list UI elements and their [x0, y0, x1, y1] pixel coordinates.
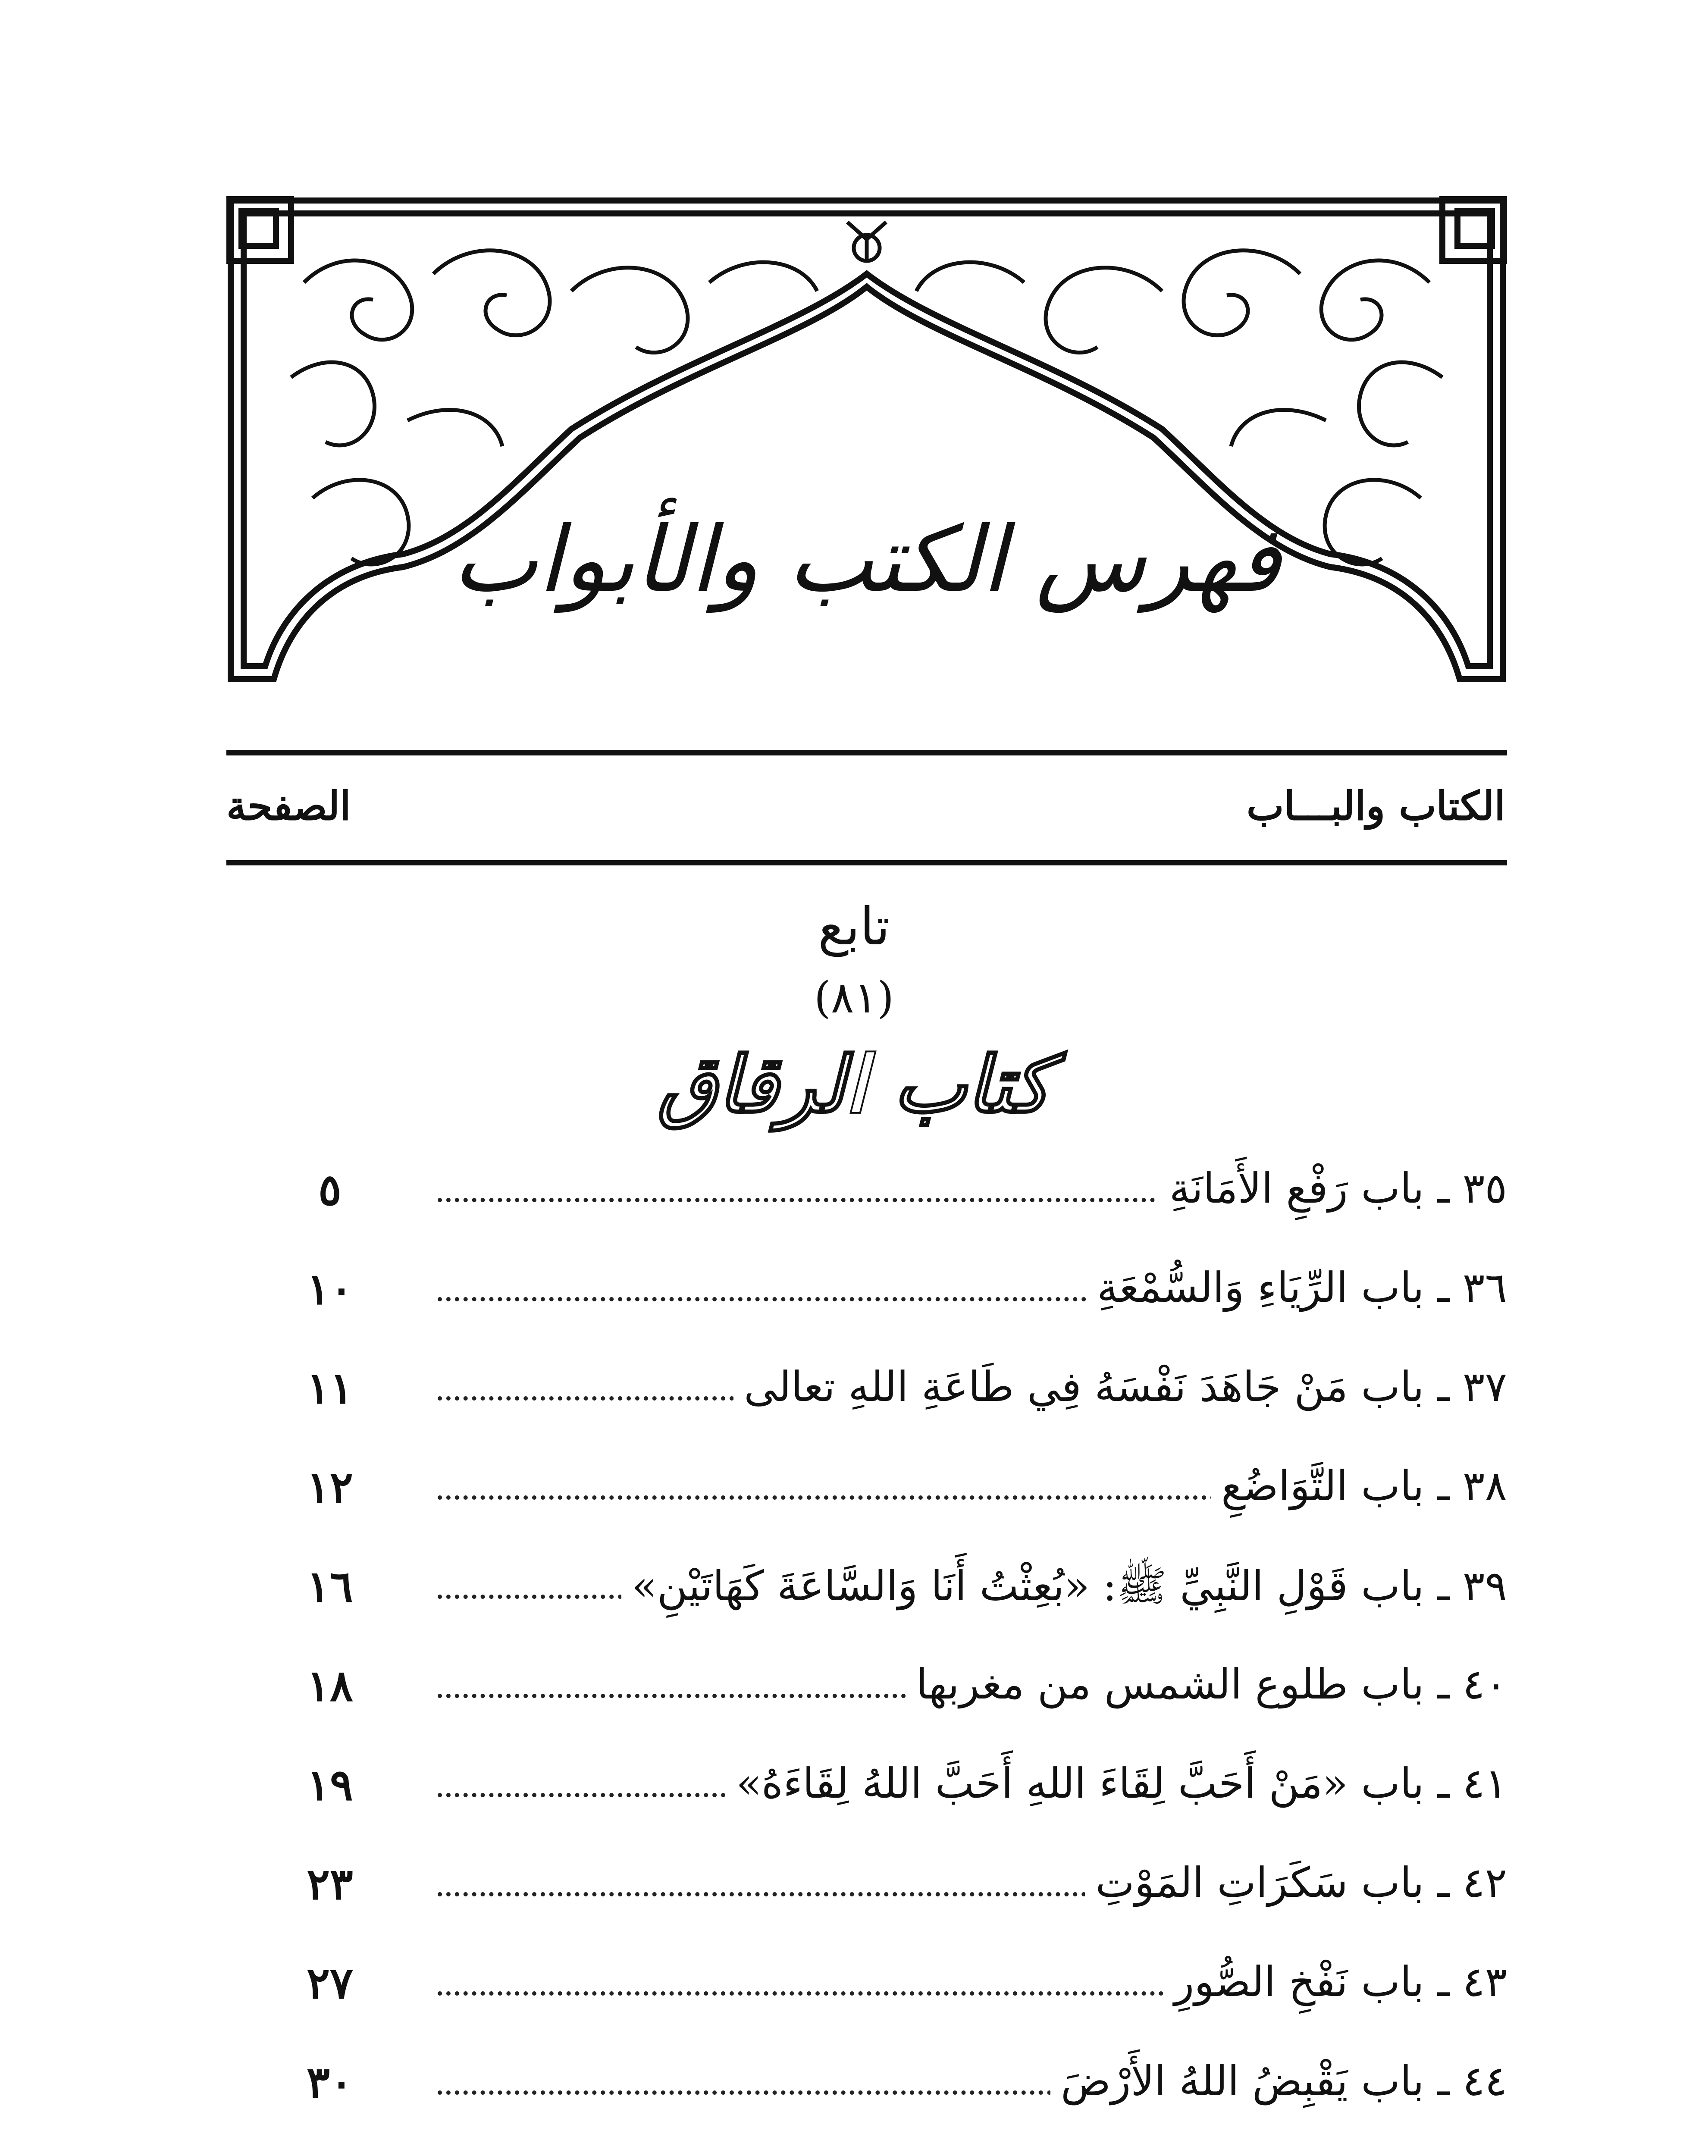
toc-entry	[226, 1462, 1507, 1561]
toc-entry-page: ١٦	[307, 1561, 353, 1612]
header-rule-top	[226, 750, 1507, 755]
toc-entry-page: ٢٧	[307, 1958, 353, 2009]
toc-entry	[226, 1164, 1507, 1263]
table-of-contents	[226, 1164, 1507, 2156]
toc-entry-label: ٣٨ ـ باب التَّوَاضُعِ	[1211, 1462, 1507, 1510]
column-heading-page: الصفحة	[226, 783, 351, 829]
toc-entry-page: ٥	[318, 1164, 342, 1215]
toc-entry	[226, 1561, 1507, 1660]
toc-entry	[226, 1263, 1507, 1363]
toc-entry-page: ٣٠	[307, 2057, 353, 2108]
toc-entry-page: ١٨	[307, 1660, 353, 1711]
ornament-title: فهرس الكتب والأبواب	[452, 507, 1281, 612]
arabesque-frame-icon	[226, 196, 1507, 688]
toc-entry-label: ٣٧ ـ باب مَنْ جَاهَدَ نَفْسَهُ فِي طَاعَةِ اللهِ تعالى	[733, 1363, 1507, 1411]
toc-entry-label: ٤١ ـ باب «مَنْ أَحَبَّ لِقَاءَ اللهِ أَحَبَّ اللهُ لِقَاءَهُ»	[726, 1759, 1507, 1808]
toc-entry-label: ٣٩ ـ باب قَوْلِ النَّبِيِّ ﷺ: «بُعِثْتُ أَنَا وَالسَّاعَةَ كَهَاتَيْنِ»	[621, 1561, 1507, 1621]
toc-entry-label: ٣٦ ـ باب الرِّيَاءِ وَالسُّمْعَةِ	[1087, 1263, 1507, 1312]
toc-entry	[226, 2057, 1507, 2156]
toc-entry	[226, 1858, 1507, 1958]
continued-label: تابع	[818, 897, 890, 957]
toc-entry-label: ٣٥ ـ باب رَفْعِ الأَمَانَةِ	[1159, 1164, 1507, 1213]
toc-entry-label: ٤٢ ـ باب سَكَرَاتِ المَوْتِ	[1085, 1858, 1507, 1907]
toc-entry-page: ١١	[307, 1363, 353, 1413]
toc-entry	[226, 1759, 1507, 1858]
header-rule-bottom	[226, 860, 1507, 865]
book-number: (٨١)	[814, 972, 894, 1023]
toc-entry	[226, 1958, 1507, 2057]
toc-entry-label: ٤٠ ـ باب طلوع الشمس من مغربها	[906, 1660, 1507, 1708]
ornamental-header	[226, 196, 1507, 688]
toc-entry-label: ٤٤ ـ باب يَقْبِضُ اللهُ الأَرْضَ	[1050, 2057, 1507, 2105]
toc-entry	[226, 1363, 1507, 1462]
book-title: كتاب الرقاق	[657, 1039, 1051, 1130]
toc-entry-page: ١٢	[307, 1462, 353, 1513]
toc-entry-page: ٢٣	[307, 1858, 353, 1909]
toc-entry-page: ١٩	[307, 1759, 353, 1810]
toc-entry	[226, 1660, 1507, 1759]
toc-entry-page: ١٠	[307, 1263, 353, 1314]
column-heading-book-chapter: الكتاب والبـــاب	[1246, 783, 1505, 829]
toc-entry-label: ٤٣ ـ باب نَفْخِ الصُّورِ	[1164, 1958, 1507, 2006]
